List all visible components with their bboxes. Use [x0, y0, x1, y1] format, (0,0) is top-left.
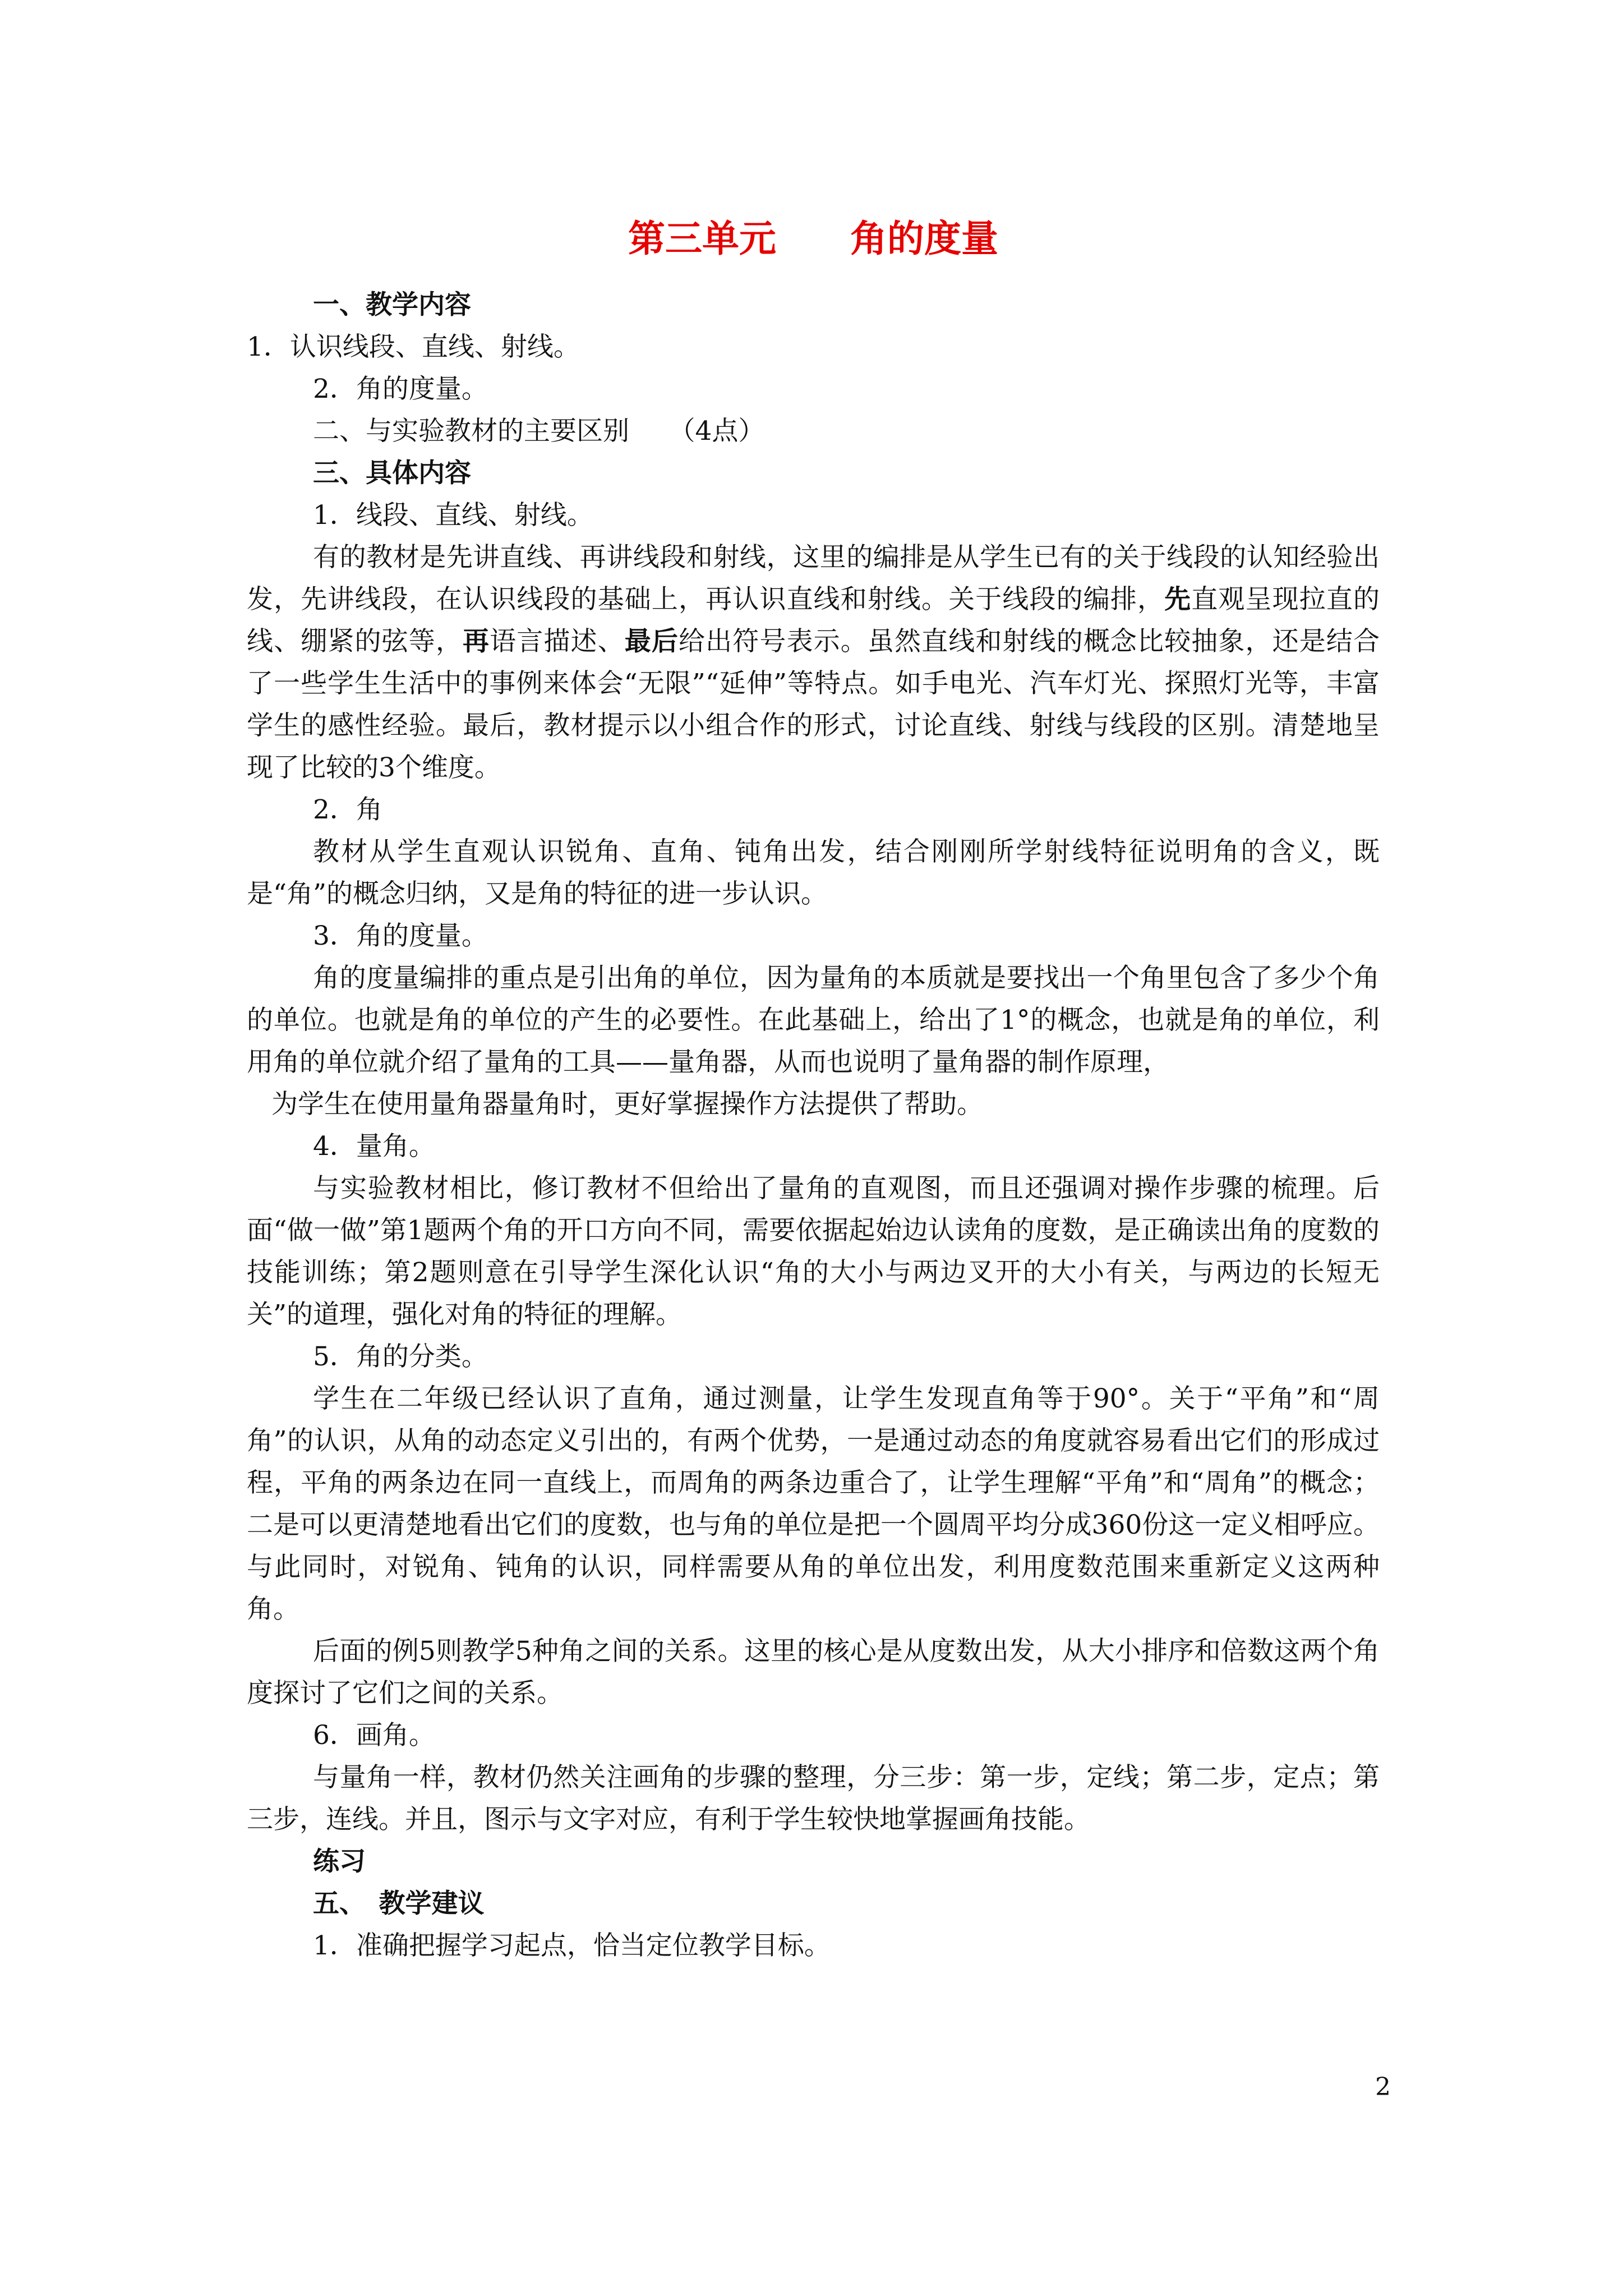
subsection-heading-classification: 5．角的分类。: [313, 1341, 488, 1372]
section-heading-suggestions: 五、 教学建议: [313, 1888, 485, 1919]
page-content: [247, 213, 1380, 1967]
subsection-heading-drawing: 6．画角。: [313, 1720, 435, 1751]
subsection-heading-angle: 2．角: [313, 794, 382, 825]
paragraph-text: 直观呈现拉直的线、绷紧的弦等，: [247, 584, 1380, 657]
page-number: 2: [1375, 2073, 1391, 2101]
section-heading-teaching-content: 一、教学内容: [313, 289, 471, 320]
page-title: 第三单元 角的度量: [628, 217, 998, 260]
paragraph-text: 给出符号表示。虽然直线和射线的概念比较抽象，还是结合了一些学生生活中的事例来体会“无限”“延伸”等特点。如手电光、汽车灯光、探照灯光等，丰富学生的感性经验。最后，教材提示以小组合作的形式，讨论直线、射线与线段的区别。清楚地呈现了比较的3个维度。: [247, 626, 1380, 783]
paragraph-angle-measure: 角的度量编排的重点是引出角的单位，因为量角的本质就是要找出一个角里包含了多少个角的单位。也就是角的单位的产生的必要性。在此基础上，给出了1°的概念，也就是角的单位，利用角的单位就介绍了量角的工具——量角器，从而也说明了量角器的制作原理，: [247, 963, 1380, 1078]
subsection-heading-lines: 1．线段、直线、射线。: [313, 500, 593, 531]
subsection-heading-measuring: 4．量角。: [313, 1131, 435, 1162]
emphasis-text: 再: [462, 626, 490, 657]
subsection-heading-angle-measure: 3．角的度量。: [313, 921, 488, 951]
section-heading-specific-content: 三、具体内容: [313, 458, 471, 489]
paragraph-lines: [247, 536, 1380, 789]
list-item: 2．角的度量。: [313, 374, 488, 404]
list-item: 1．认识线段、直线、射线。: [247, 332, 580, 362]
paragraph-classification-relations: 后面的例5则教学5种角之间的关系。这里的核心是从度数出发，从大小排序和倍数这两个角度探讨了它们之间的关系。: [247, 1636, 1380, 1709]
paragraph-classification: 学生在二年级已经认识了直角，通过测量，让学生发现直角等于90°。关于“平角”和“周角”的认识，从角的动态定义引出的，有两个优势，一是通过动态的角度就容易看出它们的形成过程，平角的两条边在同一直线上，而周角的两条边重合了，让学生理解“平角”和“周角”的概念；二是可以更清楚地看出它们的度数，也与角的单位是把一个圆周平均分成360份这一定义相呼应。与此同时，对锐角、钝角的认识，同样需要从角的单位出发，利用度数范围来重新定义这两种角。: [247, 1383, 1380, 1625]
paragraph-drawing: 与量角一样，教材仍然关注画角的步骤的整理，分三步：第一步，定线；第二步，定点；第三步，连线。并且，图示与文字对应，有利于学生较快地掌握画角技能。: [247, 1762, 1380, 1835]
paragraph-text: 有的教材是先讲直线、再讲线段和射线，这里的编排是从学生已有的关于线段的认知经验出发，先讲线段，在认识线段的基础上，再认识直线和射线。关于线段的编排，: [247, 542, 1380, 615]
paragraph-text: 语言描述、: [490, 626, 625, 657]
list-item: 1．准确把握学习起点，恰当定位教学目标。: [313, 1930, 831, 1961]
emphasis-text: 先: [1164, 584, 1192, 615]
emphasis-text: 最后: [624, 626, 679, 657]
paragraph-angle: 教材从学生直观认识锐角、直角、钝角出发，结合刚刚所学射线特征说明角的含义，既是“角”的概念归纳，又是角的特征的进一步认识。: [247, 836, 1380, 909]
paragraph-measuring: 与实验教材相比，修订教材不但给出了量角的直观图，而且还强调对操作步骤的梳理。后面“做一做”第1题两个角的开口方向不同，需要依据起始边认读角的度数，是正确读出角的度数的技能训练；第2题则意在引导学生深化认识“角的大小与两边叉开的大小有关，与两边的长短无关”的道理，强化对角的特征的理解。: [247, 1173, 1380, 1330]
section-heading-differences: 二、与实验教材的主要区别 （4点）: [313, 416, 765, 447]
paragraph-angle-measure-tail: 为学生在使用量角器量角时，更好掌握操作方法提供了帮助。: [271, 1089, 983, 1120]
section-heading-practice: 练习: [313, 1846, 366, 1877]
